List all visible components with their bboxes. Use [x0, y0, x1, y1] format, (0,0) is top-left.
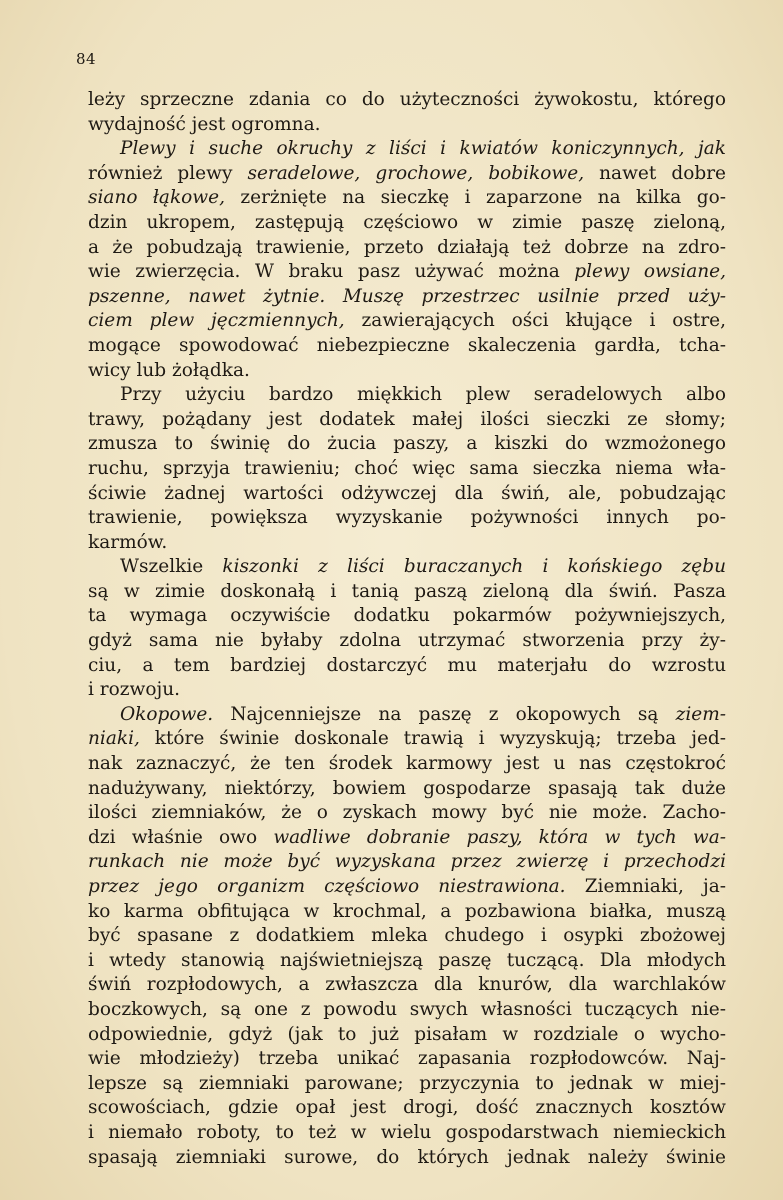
page-number: 84	[76, 50, 97, 68]
text-segment: leży sprzeczne zdania co do użyteczności żywokostu, którego	[88, 89, 726, 110]
italic-text: plewy owsiane,	[574, 261, 726, 283]
text-segment: scowościach, gdzie opał jest drogi, dość znacznych kosztów	[88, 1097, 726, 1119]
text-segment: i rozwoju.	[88, 679, 181, 701]
italic-text: Plewy i suche okruchy z liści i kwiatów koniczynnych, jak	[120, 138, 726, 160]
italic-text: seradelowe, grochowe, bobikowe,	[247, 162, 585, 184]
text-line	[88, 998, 726, 1023]
text-segment: również plewy	[88, 162, 248, 184]
italic-text: ziem-	[675, 703, 726, 725]
body-text	[88, 88, 726, 1170]
text-line	[88, 973, 726, 998]
text-line	[88, 285, 726, 310]
italic-text: kiszonki z liści buraczanych i końskiego zębu	[222, 556, 727, 578]
text-line	[88, 1146, 726, 1171]
text-line	[88, 604, 726, 629]
text-line	[88, 359, 726, 384]
text-segment: są w zimie doskonałą i tanią paszą zieloną dla świń. Pasza	[88, 580, 726, 602]
text-line	[88, 1121, 726, 1146]
text-line	[88, 457, 726, 482]
text-line	[88, 900, 726, 925]
italic-text: runkach nie może być wyzyskana przez zwierzę i przechodzi	[88, 851, 726, 873]
text-line	[88, 727, 726, 752]
text-line	[88, 162, 726, 187]
text-segment: dzi właśnie owo	[88, 826, 274, 848]
italic-text: niaki,	[88, 728, 140, 750]
text-segment: ta wymaga oczywiście dodatku pokarmów pożywniejszych,	[88, 605, 726, 627]
text-line	[88, 752, 726, 777]
text-segment: świń rozpłodowych, a zwłaszcza dla knurów, dla warchlaków	[88, 974, 726, 996]
text-segment: boczkowych, są one z powodu swych własności tuczących nie-	[88, 998, 726, 1020]
text-segment: a że pobudzają trawienie, przeto działają też dobrze na zdro-	[88, 236, 726, 258]
text-line	[88, 1047, 726, 1072]
text-line	[88, 186, 726, 211]
text-segment: odpowiednie, gdyż (jak to już pisałam w rozdziale o wycho-	[88, 1023, 726, 1045]
text-segment: karmów.	[88, 531, 168, 553]
text-line	[88, 506, 726, 531]
text-line	[88, 678, 726, 703]
text-line	[88, 555, 726, 580]
italic-text: pszenne, nawet żytnie. Muszę przestrzec usilnie przed uży-	[88, 285, 726, 307]
text-segment: wydajność jest ogromna.	[88, 113, 321, 135]
text-segment: nadużywany, niektórzy, bowiem gospodarze spasają tak duże	[88, 777, 726, 799]
text-segment: zerżnięte na sieczkę i zaparzone na kilka go-	[224, 187, 726, 209]
text-segment: ciu, a tem bardziej dostarczyć mu materjału do wzrostu	[88, 654, 726, 676]
text-line	[88, 408, 726, 433]
text-segment: nak zaznaczyć, że ten środek karmowy jest u nas częstokroć	[88, 753, 726, 775]
text-line	[88, 531, 726, 556]
text-line	[88, 137, 726, 162]
text-line	[88, 236, 726, 261]
text-line	[88, 949, 726, 974]
text-line	[88, 432, 726, 457]
text-segment: zawierających ości kłujące i ostre,	[344, 310, 726, 332]
text-segment: gdyż sama nie byłaby zdolna utrzymać stworzenia przy ży-	[88, 630, 726, 652]
italic-text: siano łąkowe,	[88, 187, 225, 209]
text-line	[88, 334, 726, 359]
text-segment: być spasane z dodatkiem mleka chudego i osypki zbożowej	[88, 925, 726, 947]
text-segment: ruchu, sprzyja trawieniu; choć więc sama sieczka niema wła-	[88, 457, 726, 479]
text-line	[88, 482, 726, 507]
text-line	[88, 1096, 726, 1121]
text-line	[88, 654, 726, 679]
text-segment: Wszelkie	[120, 556, 223, 578]
text-segment: i niemało roboty, to też w wielu gospodarstwach niemieckich	[88, 1121, 726, 1143]
text-line	[88, 211, 726, 236]
text-segment: Ziemniaki, ja-	[565, 876, 726, 897]
text-segment: Najcenniejsze na paszę z okopowych są	[213, 703, 676, 725]
text-segment: dzin ukropem, zastępują częściowo w zimie paszę zieloną,	[88, 211, 726, 233]
text-line	[88, 875, 726, 900]
text-segment: zmusza to świnię do żucia paszy, a kiszki do wzmożonego	[88, 433, 726, 455]
text-line	[88, 777, 726, 802]
text-line	[88, 309, 726, 334]
text-segment: trawy, pożądany jest dodatek małej ilości sieczki ze słomy;	[88, 408, 726, 430]
text-line	[88, 260, 726, 285]
text-segment: wie młodzieży) trzeba unikać zapasania rozpłodowców. Naj-	[88, 1048, 726, 1070]
text-line	[88, 850, 726, 875]
text-line	[88, 924, 726, 949]
text-line	[88, 1023, 726, 1048]
text-segment: które świnie doskonale trawią i wyzyskują; trzeba jed-	[139, 728, 726, 750]
text-line	[88, 88, 726, 113]
text-segment: trawienie, powiększa wyzyskanie pożywności innych po-	[88, 507, 726, 529]
text-segment: i wtedy stanowią najświetniejszą paszę tuczącą. Dla młodych	[88, 949, 726, 971]
text-segment: mogące spowodować niebezpieczne skaleczenia gardła, tcha-	[88, 334, 726, 356]
italic-text: przez jego organizm częściowo niestrawiona.	[88, 876, 566, 897]
text-line	[88, 801, 726, 826]
text-segment: ściwie żadnej wartości odżywczej dla świń, ale, pobudzając	[88, 482, 726, 504]
text-segment: spasają ziemniaki surowe, do których jednak należy świnie	[88, 1146, 726, 1168]
text-line	[88, 113, 726, 138]
italic-text: ciem plew jęczmiennych,	[88, 310, 345, 332]
text-line	[88, 703, 726, 728]
text-line	[88, 629, 726, 654]
text-line	[88, 826, 726, 851]
text-line	[88, 383, 726, 408]
italic-text: wadliwe dobranie paszy, która w tych wa-	[273, 826, 726, 848]
text-segment: wie zwierzęcia. W braku pasz używać można	[88, 261, 575, 283]
text-segment: Przy użyciu bardzo miękkich plew seradelowych albo	[120, 384, 726, 406]
text-line	[88, 580, 726, 605]
text-line	[88, 1072, 726, 1097]
italic-text: Okopowe.	[120, 703, 214, 725]
text-segment: lepsze są ziemniaki parowane; przyczynia to jednak w miej-	[88, 1072, 726, 1094]
text-segment: ko karma obfitująca w krochmal, a pozbawiona białka, muszą	[88, 900, 726, 922]
text-segment: ilości ziemniaków, że o zyskach mowy być nie może. Zacho-	[88, 802, 726, 824]
text-segment: wicy lub żołądka.	[88, 359, 250, 381]
text-segment: nawet dobre	[584, 162, 726, 184]
